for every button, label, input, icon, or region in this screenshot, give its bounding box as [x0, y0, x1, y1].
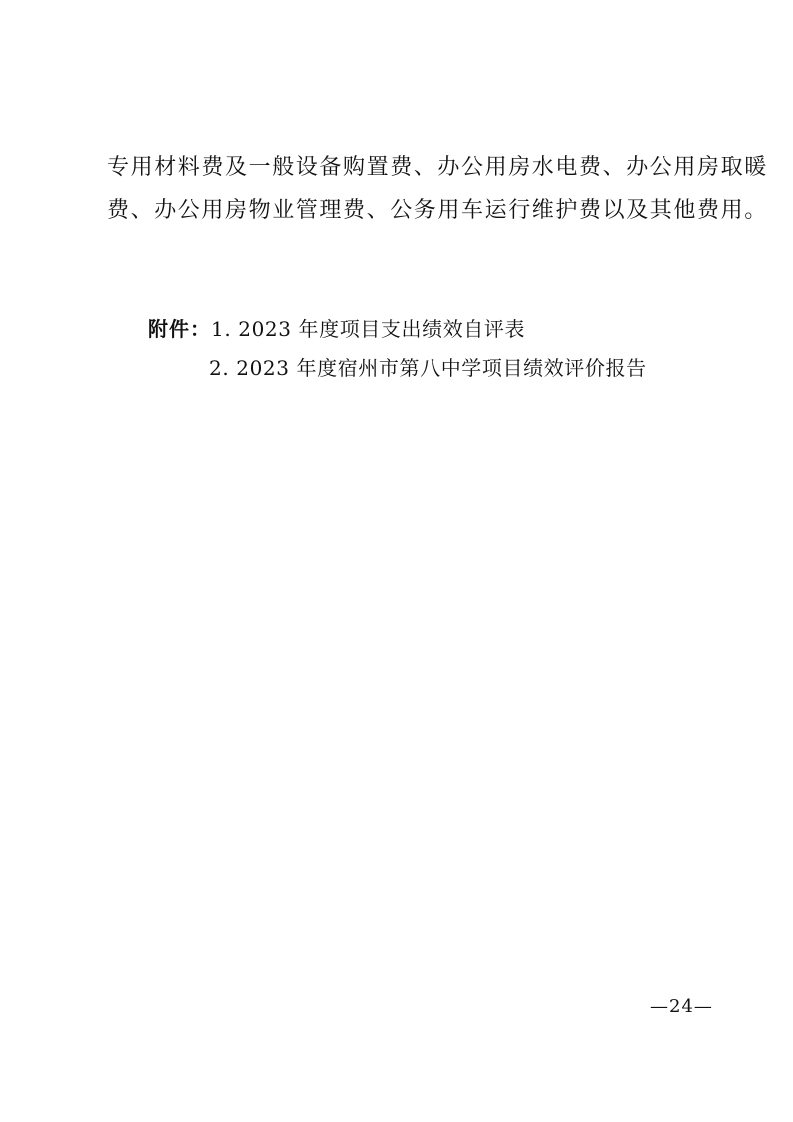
body-text-line-2: 费、办公用房物业管理费、公务用车运行维护费以及其他费用。 [107, 198, 768, 223]
page-number: —24— [650, 996, 713, 1017]
attachment-row-2 [209, 354, 647, 382]
attachment-item-1: 1. 2023 年度项目支出绩效自评表 [211, 317, 526, 341]
body-text-line-1: 专用材料费及一般设备购置费、办公用房水电费、办公用房取暖 [107, 155, 768, 180]
attachment-item-2: 2. 2023 年度宿州市第八中学项目绩效评价报告 [209, 356, 647, 380]
attachment-row-1 [148, 315, 525, 343]
attachment-label: 附件： [148, 317, 211, 341]
